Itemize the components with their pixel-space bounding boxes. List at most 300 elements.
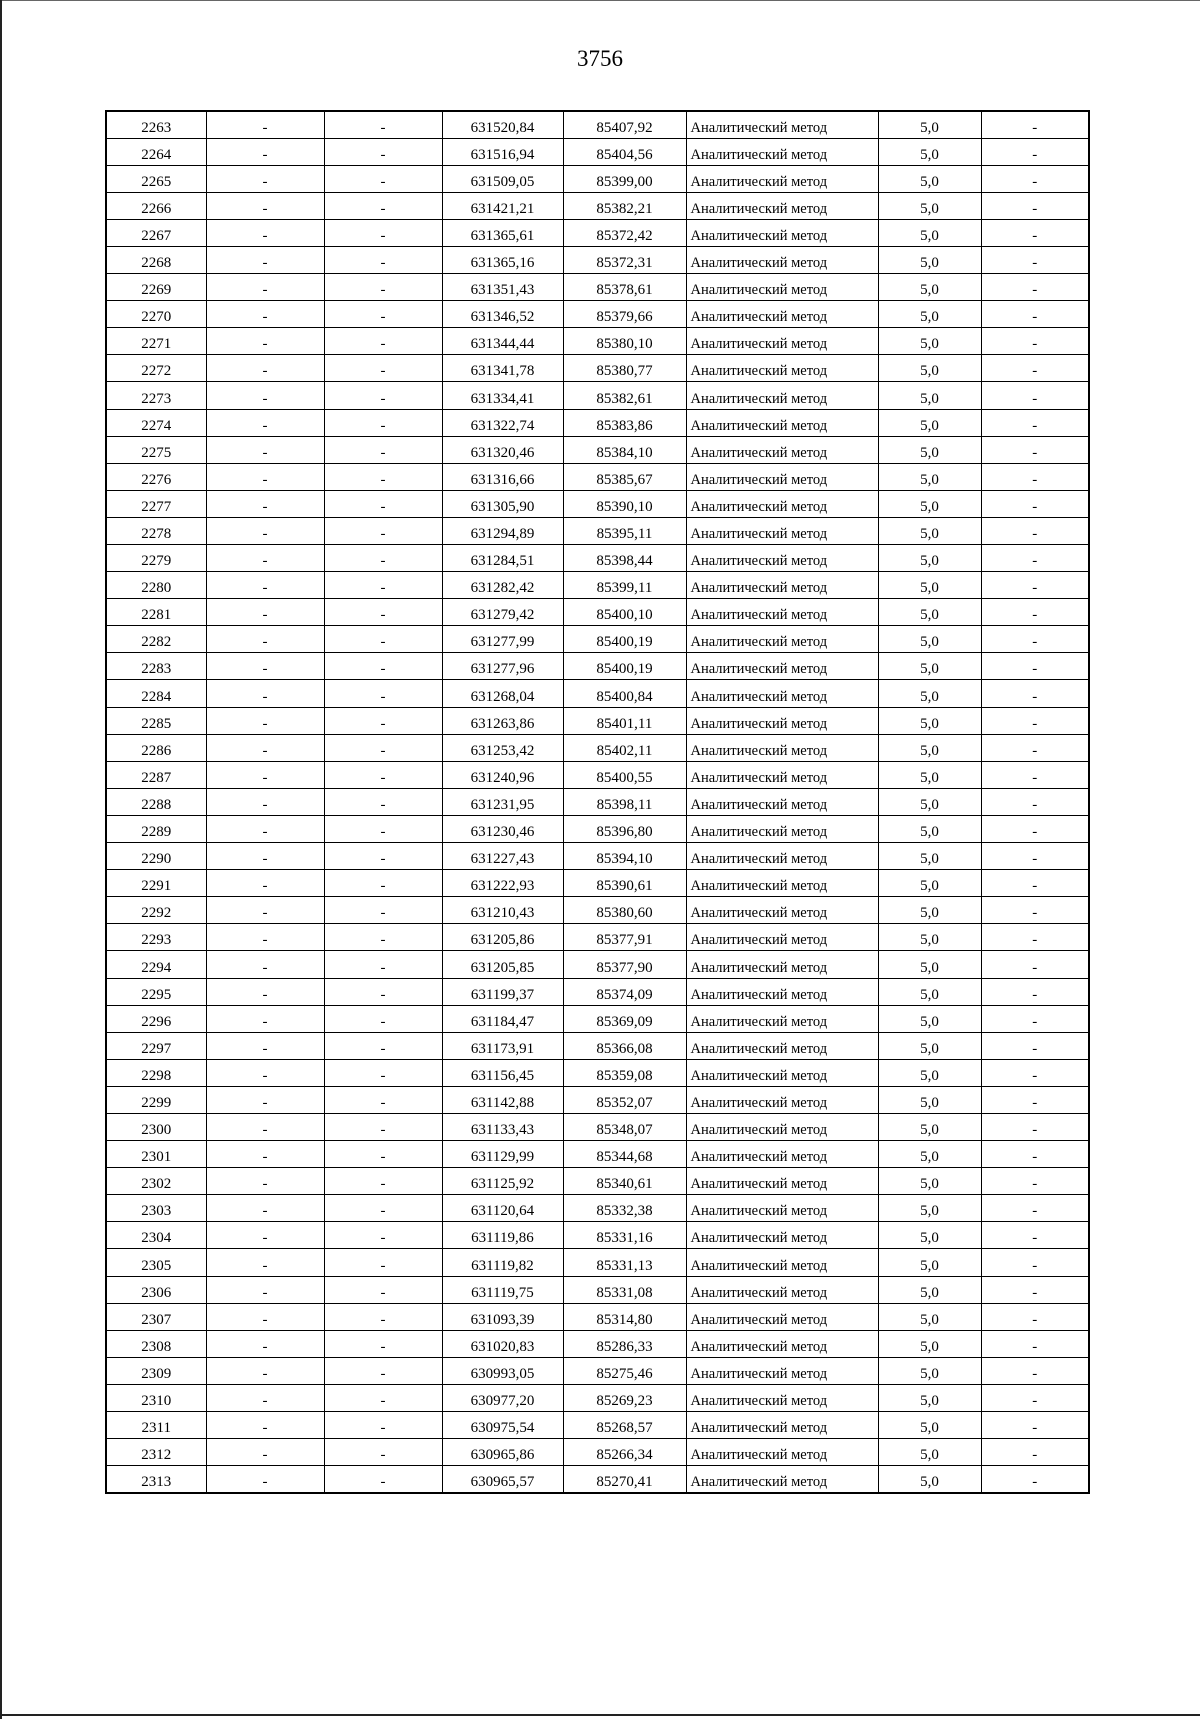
precision-cell: 5,0 <box>878 599 981 626</box>
empty-cell-b: - <box>324 1466 442 1493</box>
method-cell: Аналитический метод <box>686 328 878 355</box>
note-cell: - <box>981 707 1089 734</box>
point-number-cell: 2270 <box>106 301 206 328</box>
empty-cell-b: - <box>324 355 442 382</box>
method-cell: Аналитический метод <box>686 382 878 409</box>
empty-cell-b: - <box>324 1005 442 1032</box>
empty-cell-b: - <box>324 1086 442 1113</box>
page-border-bottom <box>0 1714 1200 1716</box>
empty-cell-b: - <box>324 761 442 788</box>
table-row <box>106 1357 1089 1384</box>
y-coordinate-cell: 85390,10 <box>563 490 686 517</box>
point-number-cell: 2296 <box>106 1005 206 1032</box>
table-row <box>106 355 1089 382</box>
empty-cell-a: - <box>206 815 324 842</box>
x-coordinate-cell: 631227,43 <box>442 843 563 870</box>
y-coordinate-cell: 85400,55 <box>563 761 686 788</box>
empty-cell-b: - <box>324 1032 442 1059</box>
precision-cell: 5,0 <box>878 1032 981 1059</box>
table-row <box>106 978 1089 1005</box>
method-cell: Аналитический метод <box>686 572 878 599</box>
precision-cell: 5,0 <box>878 1303 981 1330</box>
x-coordinate-cell: 631156,45 <box>442 1059 563 1086</box>
empty-cell-b: - <box>324 1222 442 1249</box>
precision-cell: 5,0 <box>878 1384 981 1411</box>
note-cell: - <box>981 1222 1089 1249</box>
point-number-cell: 2269 <box>106 274 206 301</box>
empty-cell-a: - <box>206 1276 324 1303</box>
y-coordinate-cell: 85399,11 <box>563 572 686 599</box>
point-number-cell: 2307 <box>106 1303 206 1330</box>
empty-cell-a: - <box>206 870 324 897</box>
point-number-cell: 2265 <box>106 165 206 192</box>
note-cell: - <box>981 653 1089 680</box>
y-coordinate-cell: 85270,41 <box>563 1466 686 1493</box>
page-border-left <box>0 0 2 1719</box>
x-coordinate-cell: 631173,91 <box>442 1032 563 1059</box>
y-coordinate-cell: 85379,66 <box>563 301 686 328</box>
empty-cell-b: - <box>324 1276 442 1303</box>
x-coordinate-cell: 631277,96 <box>442 653 563 680</box>
method-cell: Аналитический метод <box>686 788 878 815</box>
empty-cell-b: - <box>324 382 442 409</box>
x-coordinate-cell: 631231,95 <box>442 788 563 815</box>
y-coordinate-cell: 85352,07 <box>563 1086 686 1113</box>
precision-cell: 5,0 <box>878 1141 981 1168</box>
table-row <box>106 653 1089 680</box>
empty-cell-a: - <box>206 1330 324 1357</box>
precision-cell: 5,0 <box>878 1330 981 1357</box>
y-coordinate-cell: 85395,11 <box>563 517 686 544</box>
x-coordinate-cell: 631334,41 <box>442 382 563 409</box>
empty-cell-a: - <box>206 409 324 436</box>
precision-cell: 5,0 <box>878 545 981 572</box>
note-cell: - <box>981 680 1089 707</box>
note-cell: - <box>981 924 1089 951</box>
precision-cell: 5,0 <box>878 517 981 544</box>
precision-cell: 5,0 <box>878 463 981 490</box>
empty-cell-b: - <box>324 626 442 653</box>
note-cell: - <box>981 1439 1089 1466</box>
point-number-cell: 2273 <box>106 382 206 409</box>
point-number-cell: 2286 <box>106 734 206 761</box>
y-coordinate-cell: 85331,08 <box>563 1276 686 1303</box>
x-coordinate-cell: 630977,20 <box>442 1384 563 1411</box>
empty-cell-b: - <box>324 1357 442 1384</box>
table-row <box>106 165 1089 192</box>
empty-cell-a: - <box>206 1195 324 1222</box>
note-cell: - <box>981 1195 1089 1222</box>
table-row <box>106 382 1089 409</box>
precision-cell: 5,0 <box>878 788 981 815</box>
table-row <box>106 1439 1089 1466</box>
x-coordinate-cell: 631322,74 <box>442 409 563 436</box>
table-body <box>106 111 1089 1493</box>
x-coordinate-cell: 631142,88 <box>442 1086 563 1113</box>
note-cell: - <box>981 788 1089 815</box>
empty-cell-b: - <box>324 1303 442 1330</box>
precision-cell: 5,0 <box>878 274 981 301</box>
table-row <box>106 1330 1089 1357</box>
table-row <box>106 328 1089 355</box>
empty-cell-a: - <box>206 1005 324 1032</box>
y-coordinate-cell: 85382,61 <box>563 382 686 409</box>
precision-cell: 5,0 <box>878 815 981 842</box>
y-coordinate-cell: 85359,08 <box>563 1059 686 1086</box>
point-number-cell: 2312 <box>106 1439 206 1466</box>
y-coordinate-cell: 85383,86 <box>563 409 686 436</box>
empty-cell-b: - <box>324 951 442 978</box>
point-number-cell: 2267 <box>106 219 206 246</box>
empty-cell-a: - <box>206 978 324 1005</box>
table-row <box>106 897 1089 924</box>
empty-cell-a: - <box>206 1303 324 1330</box>
precision-cell: 5,0 <box>878 1222 981 1249</box>
precision-cell: 5,0 <box>878 626 981 653</box>
note-cell: - <box>981 897 1089 924</box>
precision-cell: 5,0 <box>878 924 981 951</box>
point-number-cell: 2264 <box>106 138 206 165</box>
empty-cell-a: - <box>206 1439 324 1466</box>
note-cell: - <box>981 1357 1089 1384</box>
note-cell: - <box>981 219 1089 246</box>
y-coordinate-cell: 85396,80 <box>563 815 686 842</box>
point-number-cell: 2301 <box>106 1141 206 1168</box>
method-cell: Аналитический метод <box>686 1059 878 1086</box>
point-number-cell: 2274 <box>106 409 206 436</box>
method-cell: Аналитический метод <box>686 165 878 192</box>
y-coordinate-cell: 85400,10 <box>563 599 686 626</box>
method-cell: Аналитический метод <box>686 1086 878 1113</box>
point-number-cell: 2294 <box>106 951 206 978</box>
table-row <box>106 246 1089 273</box>
table-row <box>106 463 1089 490</box>
method-cell: Аналитический метод <box>686 761 878 788</box>
method-cell: Аналитический метод <box>686 111 878 138</box>
point-number-cell: 2275 <box>106 436 206 463</box>
y-coordinate-cell: 85314,80 <box>563 1303 686 1330</box>
empty-cell-b: - <box>324 1141 442 1168</box>
point-number-cell: 2272 <box>106 355 206 382</box>
y-coordinate-cell: 85401,11 <box>563 707 686 734</box>
empty-cell-b: - <box>324 111 442 138</box>
method-cell: Аналитический метод <box>686 599 878 626</box>
table-row <box>106 192 1089 219</box>
note-cell: - <box>981 382 1089 409</box>
empty-cell-b: - <box>324 1113 442 1140</box>
point-number-cell: 2309 <box>106 1357 206 1384</box>
note-cell: - <box>981 1249 1089 1276</box>
empty-cell-a: - <box>206 1032 324 1059</box>
point-number-cell: 2266 <box>106 192 206 219</box>
y-coordinate-cell: 85344,68 <box>563 1141 686 1168</box>
x-coordinate-cell: 630993,05 <box>442 1357 563 1384</box>
method-cell: Аналитический метод <box>686 707 878 734</box>
y-coordinate-cell: 85390,61 <box>563 870 686 897</box>
point-number-cell: 2306 <box>106 1276 206 1303</box>
y-coordinate-cell: 85268,57 <box>563 1412 686 1439</box>
note-cell: - <box>981 843 1089 870</box>
y-coordinate-cell: 85286,33 <box>563 1330 686 1357</box>
table-row <box>106 1466 1089 1493</box>
empty-cell-b: - <box>324 924 442 951</box>
x-coordinate-cell: 631230,46 <box>442 815 563 842</box>
y-coordinate-cell: 85377,91 <box>563 924 686 951</box>
empty-cell-a: - <box>206 924 324 951</box>
note-cell: - <box>981 463 1089 490</box>
method-cell: Аналитический метод <box>686 1005 878 1032</box>
y-coordinate-cell: 85400,19 <box>563 653 686 680</box>
method-cell: Аналитический метод <box>686 1141 878 1168</box>
method-cell: Аналитический метод <box>686 301 878 328</box>
table-row <box>106 490 1089 517</box>
method-cell: Аналитический метод <box>686 951 878 978</box>
point-number-cell: 2298 <box>106 1059 206 1086</box>
precision-cell: 5,0 <box>878 328 981 355</box>
table-row <box>106 517 1089 544</box>
note-cell: - <box>981 951 1089 978</box>
precision-cell: 5,0 <box>878 111 981 138</box>
empty-cell-b: - <box>324 978 442 1005</box>
table-row <box>106 1276 1089 1303</box>
precision-cell: 5,0 <box>878 1086 981 1113</box>
empty-cell-a: - <box>206 626 324 653</box>
table-row <box>106 436 1089 463</box>
x-coordinate-cell: 631316,66 <box>442 463 563 490</box>
method-cell: Аналитический метод <box>686 246 878 273</box>
empty-cell-b: - <box>324 192 442 219</box>
note-cell: - <box>981 1412 1089 1439</box>
point-number-cell: 2290 <box>106 843 206 870</box>
x-coordinate-cell: 631129,99 <box>442 1141 563 1168</box>
method-cell: Аналитический метод <box>686 409 878 436</box>
table-row <box>106 1303 1089 1330</box>
x-coordinate-cell: 630965,86 <box>442 1439 563 1466</box>
empty-cell-b: - <box>324 1059 442 1086</box>
table-row <box>106 843 1089 870</box>
note-cell: - <box>981 490 1089 517</box>
method-cell: Аналитический метод <box>686 490 878 517</box>
x-coordinate-cell: 630975,54 <box>442 1412 563 1439</box>
empty-cell-b: - <box>324 1249 442 1276</box>
precision-cell: 5,0 <box>878 707 981 734</box>
empty-cell-a: - <box>206 599 324 626</box>
method-cell: Аналитический метод <box>686 897 878 924</box>
note-cell: - <box>981 274 1089 301</box>
note-cell: - <box>981 301 1089 328</box>
table-row <box>106 1168 1089 1195</box>
note-cell: - <box>981 436 1089 463</box>
y-coordinate-cell: 85380,77 <box>563 355 686 382</box>
table-row <box>106 626 1089 653</box>
method-cell: Аналитический метод <box>686 680 878 707</box>
x-coordinate-cell: 631222,93 <box>442 870 563 897</box>
precision-cell: 5,0 <box>878 653 981 680</box>
empty-cell-b: - <box>324 165 442 192</box>
empty-cell-b: - <box>324 843 442 870</box>
precision-cell: 5,0 <box>878 978 981 1005</box>
table-row <box>106 1249 1089 1276</box>
precision-cell: 5,0 <box>878 246 981 273</box>
method-cell: Аналитический метод <box>686 1330 878 1357</box>
empty-cell-b: - <box>324 463 442 490</box>
empty-cell-a: - <box>206 1357 324 1384</box>
table-row <box>106 219 1089 246</box>
point-number-cell: 2297 <box>106 1032 206 1059</box>
point-number-cell: 2300 <box>106 1113 206 1140</box>
y-coordinate-cell: 85380,60 <box>563 897 686 924</box>
y-coordinate-cell: 85372,42 <box>563 219 686 246</box>
precision-cell: 5,0 <box>878 1357 981 1384</box>
x-coordinate-cell: 631199,37 <box>442 978 563 1005</box>
y-coordinate-cell: 85366,08 <box>563 1032 686 1059</box>
empty-cell-a: - <box>206 165 324 192</box>
empty-cell-b: - <box>324 788 442 815</box>
empty-cell-b: - <box>324 1330 442 1357</box>
table-row <box>106 761 1089 788</box>
precision-cell: 5,0 <box>878 192 981 219</box>
empty-cell-b: - <box>324 680 442 707</box>
y-coordinate-cell: 85378,61 <box>563 274 686 301</box>
x-coordinate-cell: 631119,75 <box>442 1276 563 1303</box>
method-cell: Аналитический метод <box>686 1249 878 1276</box>
note-cell: - <box>981 355 1089 382</box>
note-cell: - <box>981 409 1089 436</box>
empty-cell-b: - <box>324 301 442 328</box>
y-coordinate-cell: 85398,11 <box>563 788 686 815</box>
x-coordinate-cell: 631346,52 <box>442 301 563 328</box>
empty-cell-a: - <box>206 219 324 246</box>
table-row <box>106 409 1089 436</box>
empty-cell-a: - <box>206 490 324 517</box>
precision-cell: 5,0 <box>878 490 981 517</box>
y-coordinate-cell: 85399,00 <box>563 165 686 192</box>
empty-cell-a: - <box>206 355 324 382</box>
table-row <box>106 680 1089 707</box>
table-row <box>106 951 1089 978</box>
method-cell: Аналитический метод <box>686 1222 878 1249</box>
y-coordinate-cell: 85348,07 <box>563 1113 686 1140</box>
x-coordinate-cell: 631320,46 <box>442 436 563 463</box>
method-cell: Аналитический метод <box>686 1113 878 1140</box>
table-row <box>106 1384 1089 1411</box>
empty-cell-a: - <box>206 1113 324 1140</box>
point-number-cell: 2285 <box>106 707 206 734</box>
method-cell: Аналитический метод <box>686 978 878 1005</box>
empty-cell-b: - <box>324 409 442 436</box>
point-number-cell: 2305 <box>106 1249 206 1276</box>
point-number-cell: 2304 <box>106 1222 206 1249</box>
note-cell: - <box>981 761 1089 788</box>
empty-cell-a: - <box>206 1168 324 1195</box>
empty-cell-a: - <box>206 436 324 463</box>
empty-cell-a: - <box>206 843 324 870</box>
precision-cell: 5,0 <box>878 843 981 870</box>
precision-cell: 5,0 <box>878 1113 981 1140</box>
precision-cell: 5,0 <box>878 951 981 978</box>
method-cell: Аналитический метод <box>686 1466 878 1493</box>
empty-cell-a: - <box>206 680 324 707</box>
y-coordinate-cell: 85266,34 <box>563 1439 686 1466</box>
x-coordinate-cell: 631240,96 <box>442 761 563 788</box>
note-cell: - <box>981 1276 1089 1303</box>
method-cell: Аналитический метод <box>686 192 878 219</box>
note-cell: - <box>981 192 1089 219</box>
empty-cell-b: - <box>324 1384 442 1411</box>
note-cell: - <box>981 138 1089 165</box>
x-coordinate-cell: 631421,21 <box>442 192 563 219</box>
note-cell: - <box>981 165 1089 192</box>
x-coordinate-cell: 631277,99 <box>442 626 563 653</box>
method-cell: Аналитический метод <box>686 843 878 870</box>
empty-cell-b: - <box>324 734 442 761</box>
table-row <box>106 1412 1089 1439</box>
point-number-cell: 2311 <box>106 1412 206 1439</box>
empty-cell-a: - <box>206 1222 324 1249</box>
note-cell: - <box>981 1168 1089 1195</box>
y-coordinate-cell: 85331,16 <box>563 1222 686 1249</box>
empty-cell-b: - <box>324 572 442 599</box>
note-cell: - <box>981 599 1089 626</box>
y-coordinate-cell: 85384,10 <box>563 436 686 463</box>
empty-cell-a: - <box>206 274 324 301</box>
point-number-cell: 2302 <box>106 1168 206 1195</box>
x-coordinate-cell: 630965,57 <box>442 1466 563 1493</box>
table-row <box>106 1141 1089 1168</box>
method-cell: Аналитический метод <box>686 545 878 572</box>
empty-cell-a: - <box>206 572 324 599</box>
x-coordinate-cell: 631351,43 <box>442 274 563 301</box>
empty-cell-a: - <box>206 1412 324 1439</box>
table-row <box>106 1195 1089 1222</box>
point-number-cell: 2287 <box>106 761 206 788</box>
method-cell: Аналитический метод <box>686 436 878 463</box>
note-cell: - <box>981 328 1089 355</box>
method-cell: Аналитический метод <box>686 1168 878 1195</box>
table-row <box>106 924 1089 951</box>
x-coordinate-cell: 631184,47 <box>442 1005 563 1032</box>
point-number-cell: 2289 <box>106 815 206 842</box>
page-number: 3756 <box>577 46 623 71</box>
empty-cell-a: - <box>206 951 324 978</box>
precision-cell: 5,0 <box>878 409 981 436</box>
table-row <box>106 1005 1089 1032</box>
point-number-cell: 2284 <box>106 680 206 707</box>
y-coordinate-cell: 85377,90 <box>563 951 686 978</box>
method-cell: Аналитический метод <box>686 924 878 951</box>
point-number-cell: 2280 <box>106 572 206 599</box>
point-number-cell: 2295 <box>106 978 206 1005</box>
empty-cell-a: - <box>206 761 324 788</box>
y-coordinate-cell: 85340,61 <box>563 1168 686 1195</box>
precision-cell: 5,0 <box>878 870 981 897</box>
empty-cell-b: - <box>324 219 442 246</box>
empty-cell-a: - <box>206 517 324 544</box>
point-number-cell: 2291 <box>106 870 206 897</box>
empty-cell-a: - <box>206 1466 324 1493</box>
precision-cell: 5,0 <box>878 355 981 382</box>
y-coordinate-cell: 85382,21 <box>563 192 686 219</box>
empty-cell-a: - <box>206 246 324 273</box>
method-cell: Аналитический метод <box>686 517 878 544</box>
point-number-cell: 2278 <box>106 517 206 544</box>
empty-cell-a: - <box>206 788 324 815</box>
table-row <box>106 301 1089 328</box>
method-cell: Аналитический метод <box>686 734 878 761</box>
table-row <box>106 545 1089 572</box>
note-cell: - <box>981 1032 1089 1059</box>
empty-cell-b: - <box>324 897 442 924</box>
